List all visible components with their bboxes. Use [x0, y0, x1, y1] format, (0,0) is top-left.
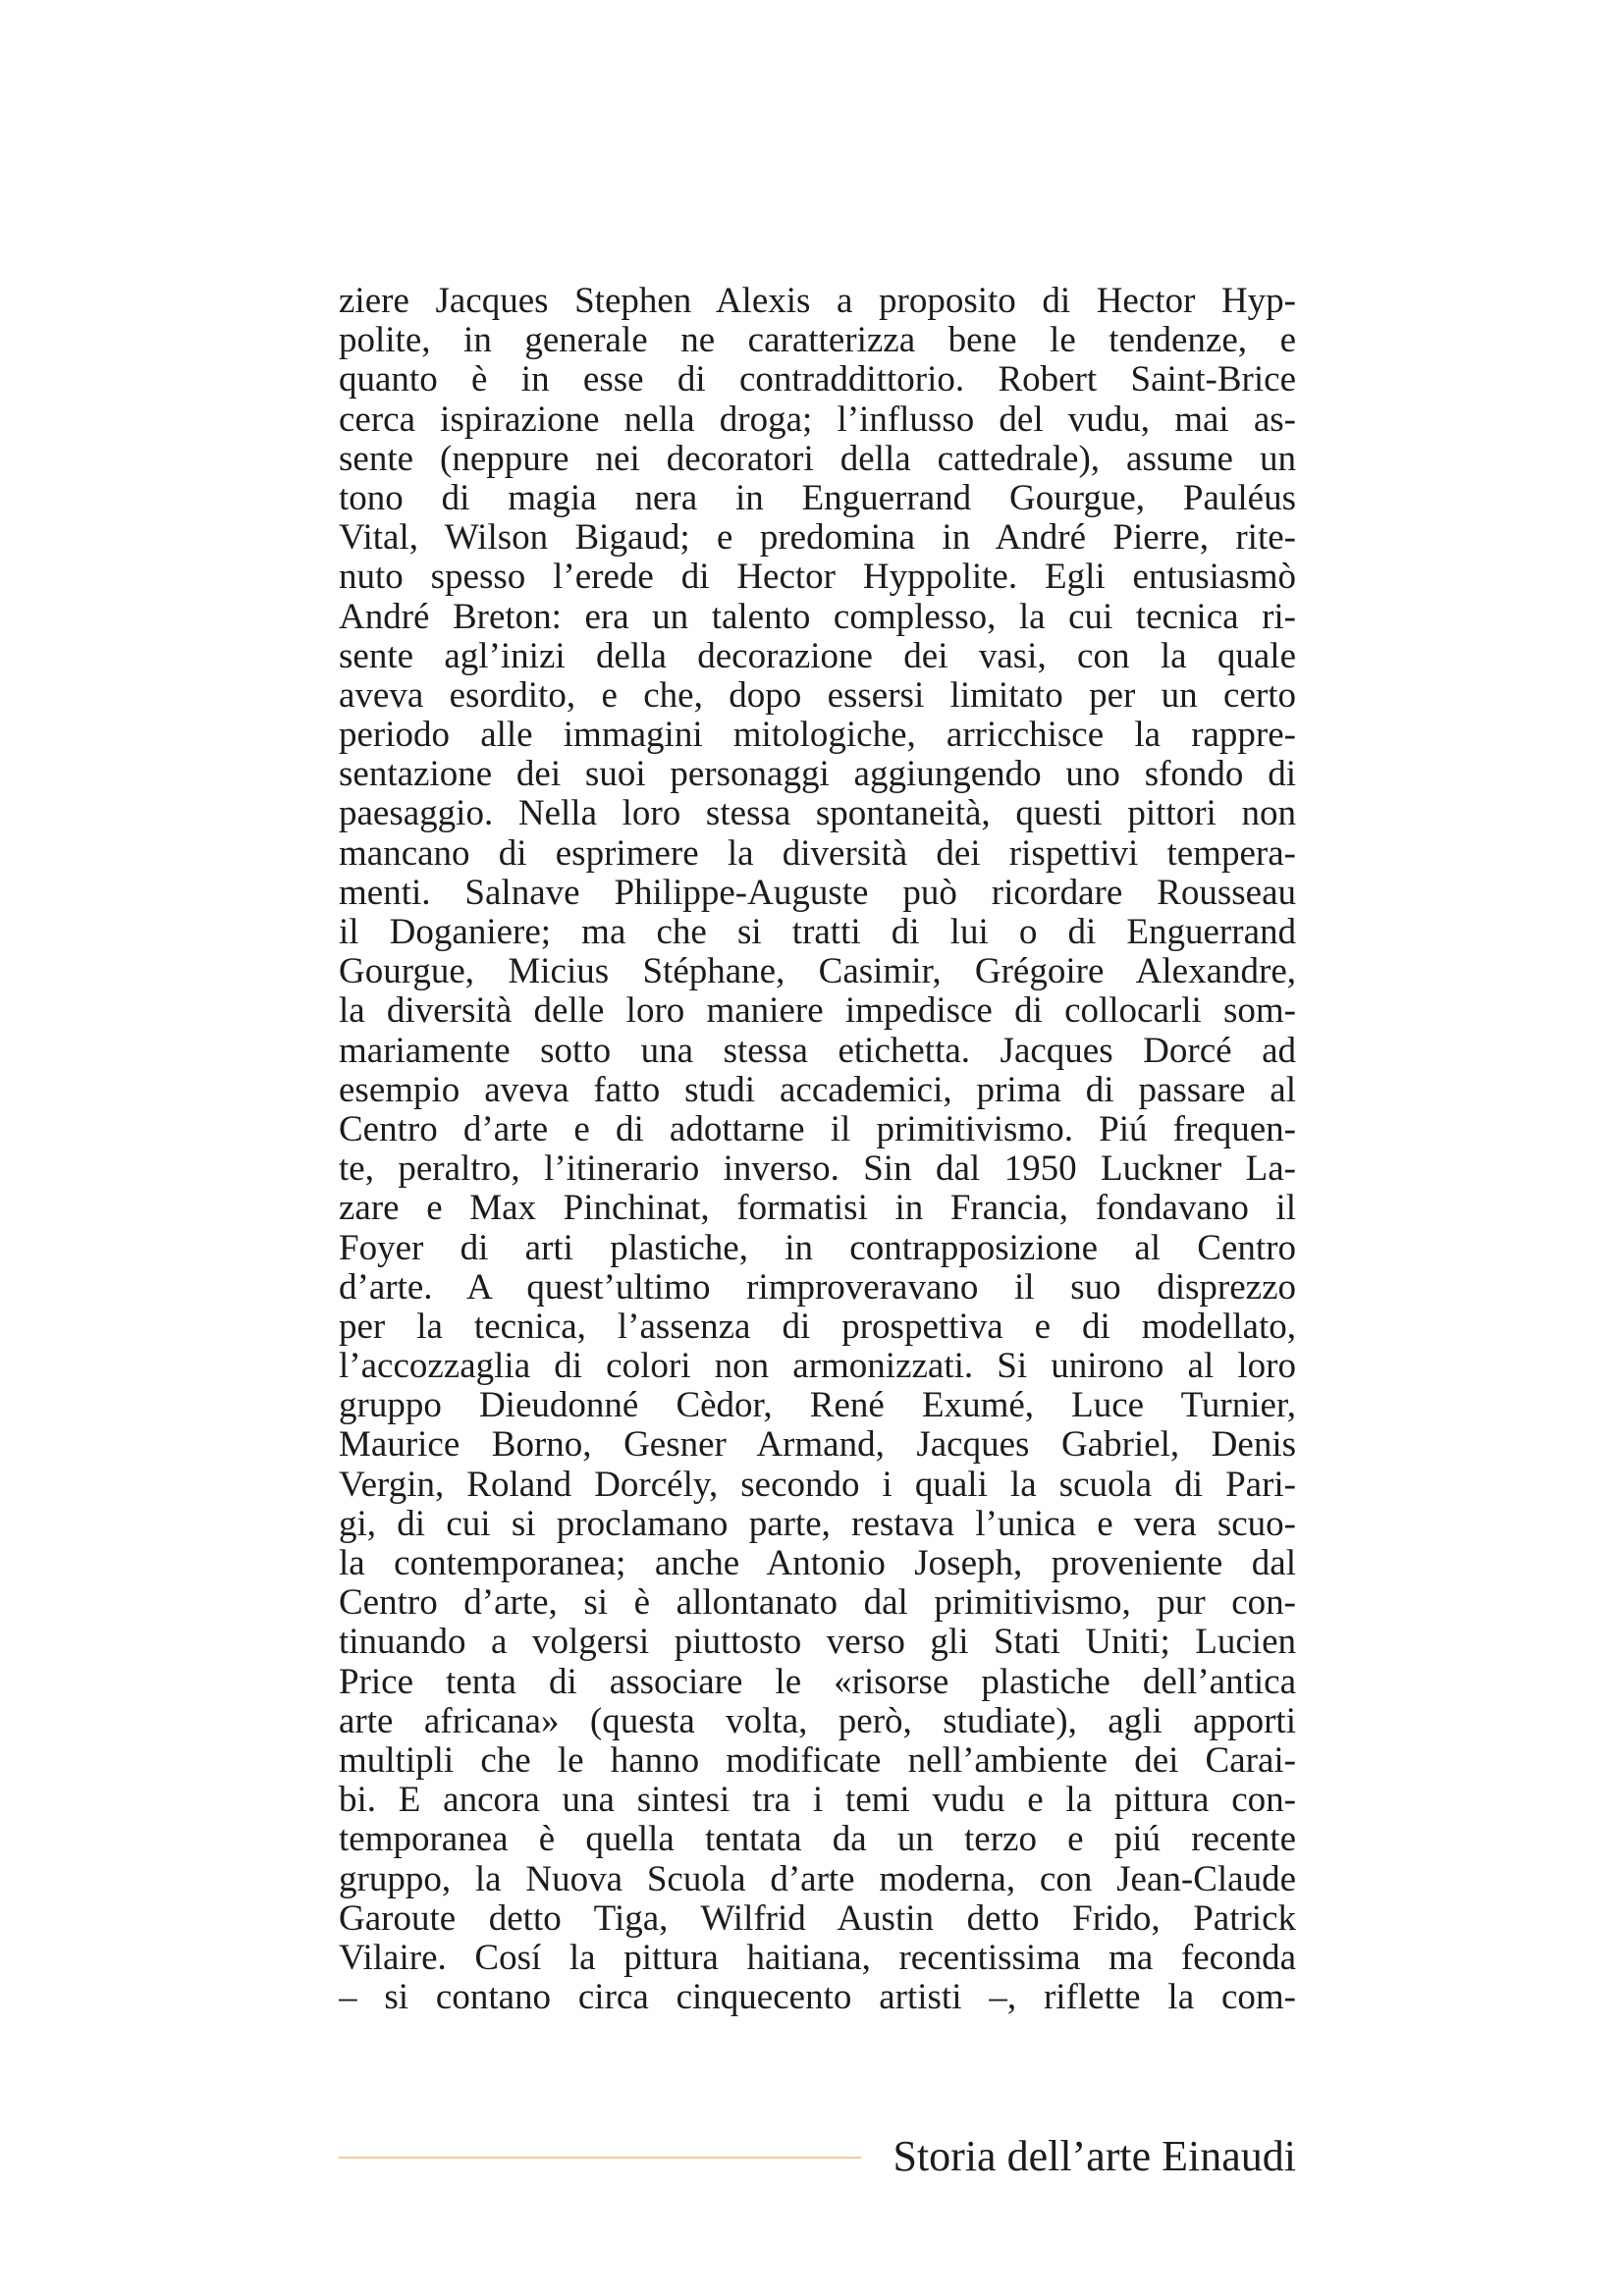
text-line: esempio aveva fatto studi accademici, prima di passare al: [339, 1070, 1296, 1110]
text-line: Gourgue, Micius Stéphane, Casimir, Grégoire Alexandre,: [339, 952, 1296, 992]
text-line: arte africana» (questa volta, però, studiate), agli apporti: [339, 1701, 1296, 1741]
text-line: menti. Salnave Philippe-Auguste può ricordare Rousseau: [339, 873, 1296, 913]
text-line: gruppo Dieudonné Cèdor, René Exumé, Luce Turnier,: [339, 1386, 1296, 1426]
text-line: la diversità delle loro maniere impedisce di collocarli som-: [339, 991, 1296, 1032]
text-line: tinuando a volgersi piuttosto verso gli Stati Uniti; Lucien: [339, 1623, 1296, 1663]
text-line: te, peraltro, l’itinerario inverso. Sin dal 1950 Luckner La-: [339, 1149, 1296, 1190]
text-line: Centro d’arte e di adottarne il primitivismo. Piú frequen-: [339, 1109, 1296, 1149]
text-line: mariamente sotto una stessa etichetta. Jacques Dorcé ad: [339, 1031, 1296, 1071]
text-line: multipli che le hanno modificate nell’ambiente dei Carai-: [339, 1740, 1296, 1781]
text-line: polite, in generale ne caratterizza bene le tendenze, e: [339, 321, 1296, 361]
text-line: cerca ispirazione nella droga; l’influsso del vudu, mai as-: [339, 400, 1296, 440]
text-line: paesaggio. Nella loro stessa spontaneità, questi pittori non: [339, 794, 1296, 834]
text-line: Vilaire. Cosí la pittura haitiana, recentissima ma feconda: [339, 1938, 1296, 1978]
text-line: Foyer di arti plastiche, in contrapposizione al Centro: [339, 1228, 1296, 1268]
text-line: sente agl’inizi della decorazione dei vasi, con la quale: [339, 636, 1296, 676]
text-line: mancano di esprimere la diversità dei rispettivi tempera-: [339, 833, 1296, 874]
body-text: [339, 282, 1296, 2017]
text-line: André Breton: era un talento complesso, la cui tecnica ri-: [339, 597, 1296, 637]
footer-title: Storia dell’arte Einaudi: [893, 2132, 1296, 2180]
text-line: zare e Max Pinchinat, formatisi in Francia, fondavano il: [339, 1189, 1296, 1229]
footer-rule: [339, 2157, 861, 2159]
text-line: tono di magia nera in Enguerrand Gourgue, Pauléus: [339, 478, 1296, 518]
text-line: Garoute detto Tiga, Wilfrid Austin detto Frido, Patrick: [339, 1898, 1296, 1939]
text-line: per la tecnica, l’assenza di prospettiva e di modellato,: [339, 1307, 1296, 1347]
text-line: temporanea è quella tentata da un terzo e piú recente: [339, 1820, 1296, 1860]
text-line: Vital, Wilson Bigaud; e predomina in André Pierre, rite-: [339, 518, 1296, 559]
text-line: ziere Jacques Stephen Alexis a proposito di Hector Hyp-: [339, 282, 1296, 321]
text-line: l’accozzaglia di colori non armonizzati. Si unirono al loro: [339, 1347, 1296, 1387]
text-line: la contemporanea; anche Antonio Joseph, proveniente dal: [339, 1544, 1296, 1583]
text-line: sentazione dei suoi personaggi aggiungendo uno sfondo di: [339, 755, 1296, 795]
text-line: Vergin, Roland Dorcély, secondo i quali la scuola di Pari-: [339, 1465, 1296, 1505]
text-line: quanto è in esse di contraddittorio. Robert Saint-Brice: [339, 360, 1296, 400]
text-line: sente (neppure nei decoratori della cattedrale), assume un: [339, 439, 1296, 479]
text-line: Maurice Borno, Gesner Armand, Jacques Gabriel, Denis: [339, 1425, 1296, 1466]
text-line: Price tenta di associare le «risorse plastiche dell’antica: [339, 1662, 1296, 1702]
text-line: nuto spesso l’erede di Hector Hyppolite. Egli entusiasmò: [339, 558, 1296, 598]
text-line: gi, di cui si proclamano parte, restava l’unica e vera scuo-: [339, 1504, 1296, 1544]
text-line: – si contano circa cinquecento artisti –, riflette la com-: [339, 1978, 1296, 2018]
text-line: d’arte. A quest’ultimo rimproveravano il suo disprezzo: [339, 1267, 1296, 1308]
text-line: periodo alle immagini mitologiche, arricchisce la rappre-: [339, 716, 1296, 756]
text-line: bi. E ancora una sintesi tra i temi vudu e la pittura con-: [339, 1781, 1296, 1821]
text-line: il Doganiere; ma che si tratti di lui o di Enguerrand: [339, 913, 1296, 952]
text-line: gruppo, la Nuova Scuola d’arte moderna, con Jean-Claude: [339, 1859, 1296, 1899]
text-line: aveva esordito, e che, dopo essersi limitato per un certo: [339, 675, 1296, 716]
text-line: Centro d’arte, si è allontanato dal primitivismo, pur con-: [339, 1583, 1296, 1624]
